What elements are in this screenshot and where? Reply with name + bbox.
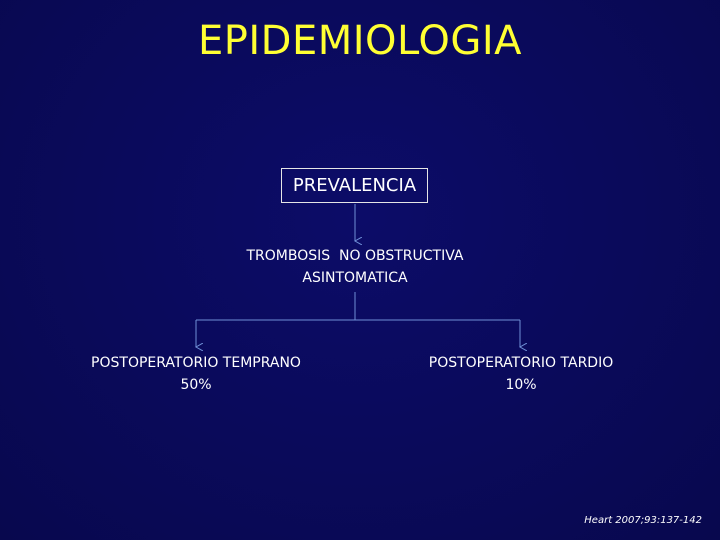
middle-node [210,245,500,289]
left-value: 50% [180,377,212,393]
left-node [66,352,326,396]
prevalencia-label: PREVALENCIA [292,175,417,196]
middle-line1: TROMBOSIS NO OBSTRUCTIVA [246,248,464,264]
right-node [396,352,646,396]
citation: Heart 2007;93:137-142 [584,515,702,526]
middle-line2: ASINTOMATICA [302,270,408,286]
right-label: POSTOPERATORIO TARDIO [428,355,614,371]
left-label: POSTOPERATORIO TEMPRANO [91,355,301,371]
slide-title: EPIDEMIOLOGIA [197,18,523,64]
right-value: 10% [505,377,537,393]
